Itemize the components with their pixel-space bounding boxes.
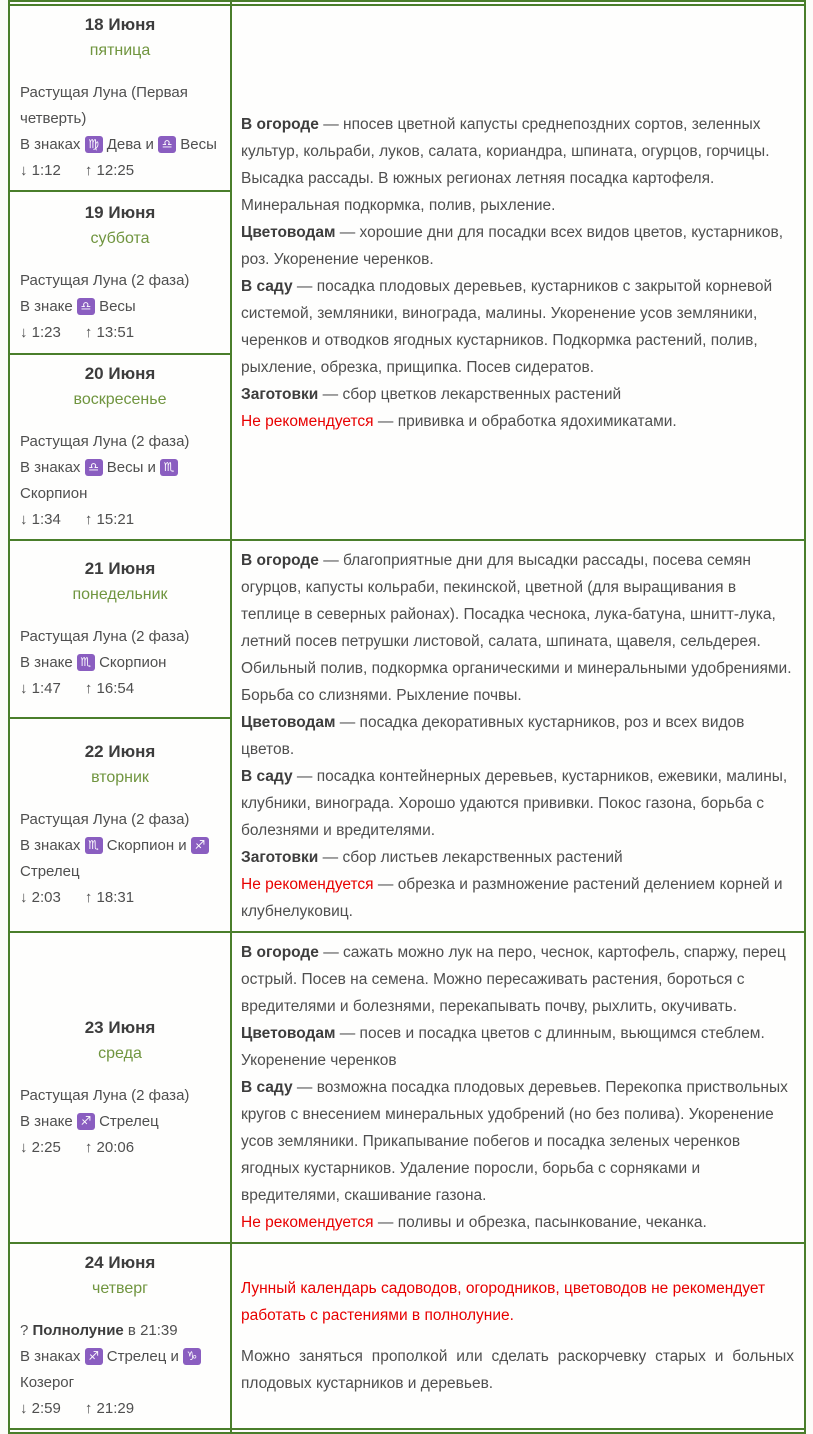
- text-run: Не рекомендуется: [241, 1214, 374, 1231]
- moon-times: [20, 1396, 220, 1422]
- moonrise-time: 16:54: [96, 680, 135, 698]
- text-run: Скорпион и: [102, 837, 191, 855]
- text-run: Стрелец: [94, 1112, 159, 1130]
- text-run: — прививка и обработка ядохимикатами.: [373, 412, 677, 430]
- up-arrow-icon: ↑: [84, 1400, 93, 1417]
- text-run: Растущая Луна (Первая четверть): [20, 84, 188, 127]
- text-run: В саду: [241, 768, 293, 785]
- text-run: — поливы и обрезка, пасынкование, чеканка.: [373, 1214, 707, 1231]
- text-run: В саду: [241, 277, 293, 295]
- text-run: Дева и: [102, 136, 159, 153]
- day-description-cell: [231, 5, 805, 540]
- up-arrow-icon: ↑: [84, 162, 93, 179]
- moon-signs: [20, 650, 220, 676]
- text-run: Заготовки: [241, 849, 319, 866]
- sagittarius-icon: ♐: [85, 1348, 103, 1365]
- moon-phase: [20, 429, 220, 455]
- up-arrow-icon: ↑: [84, 1138, 93, 1156]
- down-arrow-icon: ↓: [20, 1400, 28, 1417]
- day-cell-19-june: [9, 191, 231, 354]
- description-paragraph: [241, 1275, 794, 1329]
- down-arrow-icon: ↓: [20, 680, 28, 698]
- moon-phase: [20, 80, 220, 132]
- sagittarius-icon: ♐: [77, 1113, 95, 1130]
- moonset-time: 1:47: [31, 680, 61, 698]
- text-run: В знаке: [20, 297, 77, 315]
- libra-icon: ♎: [85, 459, 103, 476]
- day-date: 20 Июня: [84, 364, 156, 383]
- text-run: В огороде: [241, 115, 319, 133]
- day-cell-20-june: [9, 354, 231, 540]
- text-run: В знаках: [20, 459, 85, 476]
- text-run: — сажать можно лук на перо, чеснок, картофель, спаржу, перец острый. Посев на семена. Можно пересаживать растения, бороться с вредителями и болезнями, перекапывать почву, рыхлить, окучивать.: [241, 944, 786, 1015]
- day-date: 21 Июня: [84, 559, 156, 579]
- text-run: Растущая Луна (2 фаза): [20, 1086, 190, 1104]
- text-run: — посадка контейнерных деревьев, кустарников, ежевики, малины, клубники, винограда. Хорошо удаются прививки. Покос газона, борьба с болезнями и вредителями.: [241, 768, 788, 839]
- moon-phase: [20, 1083, 220, 1109]
- up-arrow-icon: ↑: [84, 889, 93, 907]
- calendar-table-body: [9, 1, 805, 1433]
- description-paragraph: [241, 273, 794, 381]
- sagittarius-icon: ♐: [191, 837, 209, 854]
- text-run: — сбор листьев лекарственных растений: [318, 849, 623, 866]
- text-run: Растущая Луна (2 фаза): [20, 628, 190, 646]
- moon-phase: [20, 1318, 220, 1344]
- day-date: 22 Июня: [84, 742, 156, 762]
- description-paragraph: [241, 939, 794, 1020]
- day-description-cell: [231, 1243, 805, 1429]
- moonset-time: 2:25: [31, 1138, 61, 1156]
- text-run: Можно заняться прополкой или сделать раскорчевку старых и больных плодовых кустарников и деревьев.: [241, 1348, 794, 1392]
- moon-times: [20, 676, 220, 702]
- moon-times: [20, 507, 220, 533]
- description-paragraph: [241, 381, 794, 408]
- description-paragraph: [241, 1343, 794, 1397]
- text-run: Весы: [94, 297, 136, 315]
- libra-icon: ♎: [158, 136, 176, 153]
- day-cell-23-june: [9, 932, 231, 1243]
- text-run: Растущая Луна (2 фаза): [20, 271, 190, 289]
- text-run: Не рекомендуется: [241, 412, 374, 430]
- day-date: 18 Июня: [84, 15, 156, 34]
- description-paragraph: [241, 1074, 794, 1209]
- calendar-table: [8, 0, 806, 1434]
- description-paragraph: [241, 763, 794, 844]
- day-cell-24-june: [9, 1243, 231, 1429]
- moonrise-time: 13:51: [96, 323, 135, 341]
- capricorn-icon: ♑: [183, 1348, 201, 1365]
- text-run: в 21:39: [123, 1322, 178, 1339]
- text-run: — сбор цветков лекарственных растений: [318, 385, 622, 403]
- day-weekday: понедельник: [72, 586, 168, 604]
- down-arrow-icon: ↓: [20, 889, 28, 907]
- description-paragraph: [241, 1209, 794, 1236]
- moon-phase: [20, 268, 220, 294]
- day-weekday: четверг: [92, 1280, 148, 1297]
- text-run: Весы: [176, 136, 217, 153]
- virgo-icon: ♍: [85, 136, 103, 153]
- text-run: В знаках: [20, 837, 85, 855]
- text-run: Скорпион: [94, 654, 167, 672]
- text-run: — благоприятные дни для высадки рассады, посева семян огурцов, капусты кольраби, пекинской, цветной (для выращивания в теплице в северных районах). Посадка чеснока, лука-батуна, шнитт-лука, летний посев петрушки листовой, салата, шпината, щавеля, сельдерея. Обильный полив, подкормка органическими и минеральными удобрениями. Борьба со слизнями. Рыхление почвы.: [241, 552, 792, 704]
- scorpio-icon: ♏: [85, 837, 103, 854]
- text-run: Заготовки: [241, 385, 319, 403]
- text-run: — посадка плодовых деревьев, кустарников с закрытой корневой системой, земляники, винограда, малины. Укоренение усов земляники, черенков и отводков ягодных кустарников. Подкормка растений, полив, рыхление, обрезка, прищипка. Посев сидератов.: [241, 277, 773, 376]
- text-run: — хорошие дни для посадки всех видов цветов, кустарников, роз. Укоренение черенков.: [241, 223, 783, 268]
- scorpio-icon: ♏: [160, 459, 178, 476]
- moonrise-time: 20:06: [96, 1138, 135, 1156]
- day-description-cell: [231, 540, 805, 932]
- day-date: 19 Июня: [84, 202, 156, 222]
- moon-signs: [20, 1344, 220, 1396]
- text-run: В знаках: [20, 136, 85, 153]
- description-paragraph: [241, 871, 794, 925]
- partial-day-cell: [9, 1429, 231, 1433]
- moonset-time: 1:23: [31, 323, 61, 341]
- moon-signs: [20, 294, 220, 320]
- moonrise-time: 12:25: [96, 162, 135, 179]
- text-run: Не рекомендуется: [241, 876, 374, 893]
- text-run: Растущая Луна (2 фаза): [20, 811, 190, 829]
- text-run: В саду: [241, 1079, 293, 1096]
- text-run: Стрелец: [20, 863, 80, 881]
- description-paragraph: [241, 219, 794, 273]
- moonrise-time: 18:31: [96, 889, 135, 907]
- day-date: 23 Июня: [84, 1017, 156, 1037]
- moon-times: [20, 885, 220, 911]
- text-run: Полнолуние: [32, 1322, 124, 1339]
- day-cell-18-june: [9, 5, 231, 191]
- down-arrow-icon: ↓: [20, 1138, 28, 1156]
- day-date: 24 Июня: [84, 1253, 156, 1272]
- scorpio-icon: ♏: [77, 654, 95, 671]
- partial-content-cell: [231, 1429, 805, 1433]
- text-run: Цветоводам: [241, 223, 336, 241]
- day-weekday: суббота: [90, 229, 150, 247]
- moon-phase: [20, 807, 220, 833]
- text-run: В знаке: [20, 654, 77, 672]
- text-run: ?: [20, 1322, 33, 1339]
- text-run: Козерог: [20, 1374, 75, 1391]
- text-run: Весы и: [102, 459, 161, 476]
- moon-phase: [20, 624, 220, 650]
- up-arrow-icon: ↑: [84, 680, 93, 698]
- text-run: В огороде: [241, 944, 319, 961]
- up-arrow-icon: ↑: [84, 323, 93, 341]
- moonset-time: 1:12: [31, 162, 61, 179]
- text-run: Растущая Луна (2 фаза): [20, 433, 190, 450]
- down-arrow-icon: ↓: [20, 162, 28, 179]
- moon-times: [20, 158, 220, 184]
- down-arrow-icon: ↓: [20, 511, 28, 528]
- text-run: — посадка декоративных кустарников, роз и всех видов цветов.: [241, 714, 745, 758]
- description-paragraph: [241, 844, 794, 871]
- text-run: — возможна посадка плодовых деревьев. Перекопка приствольных кругов с внесением минеральных удобрений (но без полива). Укоренение усов земляники. Прикапывание побегов и посадка зеленых черенков ягодных кустарников. Удаление поросли, борьба с сорняками и вредителями, скашивание газона.: [241, 1079, 788, 1204]
- down-arrow-icon: ↓: [20, 323, 28, 341]
- moon-signs: [20, 455, 220, 507]
- day-weekday: пятница: [89, 42, 151, 59]
- text-run: Цветоводам: [241, 714, 336, 731]
- description-paragraph: [241, 408, 794, 435]
- moon-signs: [20, 833, 220, 885]
- text-run: — обрезка и размножение растений делением корней и клубнелуковиц.: [241, 876, 783, 920]
- day-cell-22-june: [9, 718, 231, 932]
- day-description-cell: [231, 932, 805, 1243]
- moon-signs: [20, 132, 220, 158]
- moonset-time: 2:03: [31, 889, 61, 907]
- day-weekday: вторник: [91, 769, 149, 787]
- text-run: Лунный календарь садоводов, огородников, цветоводов не рекомендует работать с растениями в полнолуние.: [241, 1280, 766, 1324]
- libra-icon: ♎: [77, 298, 95, 315]
- moonset-time: 2:59: [31, 1400, 61, 1417]
- moon-signs: [20, 1109, 220, 1135]
- description-paragraph: [241, 709, 794, 763]
- text-run: В знаке: [20, 1112, 77, 1130]
- moonrise-time: 15:21: [96, 511, 135, 528]
- description-paragraph: [241, 1020, 794, 1074]
- text-run: В знаках: [20, 1348, 85, 1365]
- text-run: Скорпион: [20, 485, 88, 502]
- moonrise-time: 21:29: [96, 1400, 135, 1417]
- up-arrow-icon: ↑: [84, 511, 93, 528]
- description-paragraph: [241, 111, 794, 219]
- moonset-time: 1:34: [31, 511, 61, 528]
- text-run: — посев и посадка цветов с длинным, вьющимся стеблем. Укоренение черенков: [241, 1025, 765, 1069]
- text-run: В огороде: [241, 552, 319, 569]
- text-run: — нпосев цветной капусты среднепоздних сортов, зеленных культур, кольраби, луков, салата, кориандра, шпината, огурцов, горчицы. Высадка рассады. В южных регионах летняя посадка картофеля. Минеральная подкормка, полив, рыхление.: [241, 115, 770, 214]
- text-run: Цветоводам: [241, 1025, 336, 1042]
- day-weekday: воскресенье: [73, 391, 167, 408]
- moon-times: [20, 1135, 220, 1161]
- text-run: Стрелец и: [102, 1348, 184, 1365]
- day-cell-21-june: [9, 540, 231, 718]
- day-weekday: среда: [98, 1044, 142, 1062]
- description-paragraph: [241, 547, 794, 709]
- moon-times: [20, 320, 220, 346]
